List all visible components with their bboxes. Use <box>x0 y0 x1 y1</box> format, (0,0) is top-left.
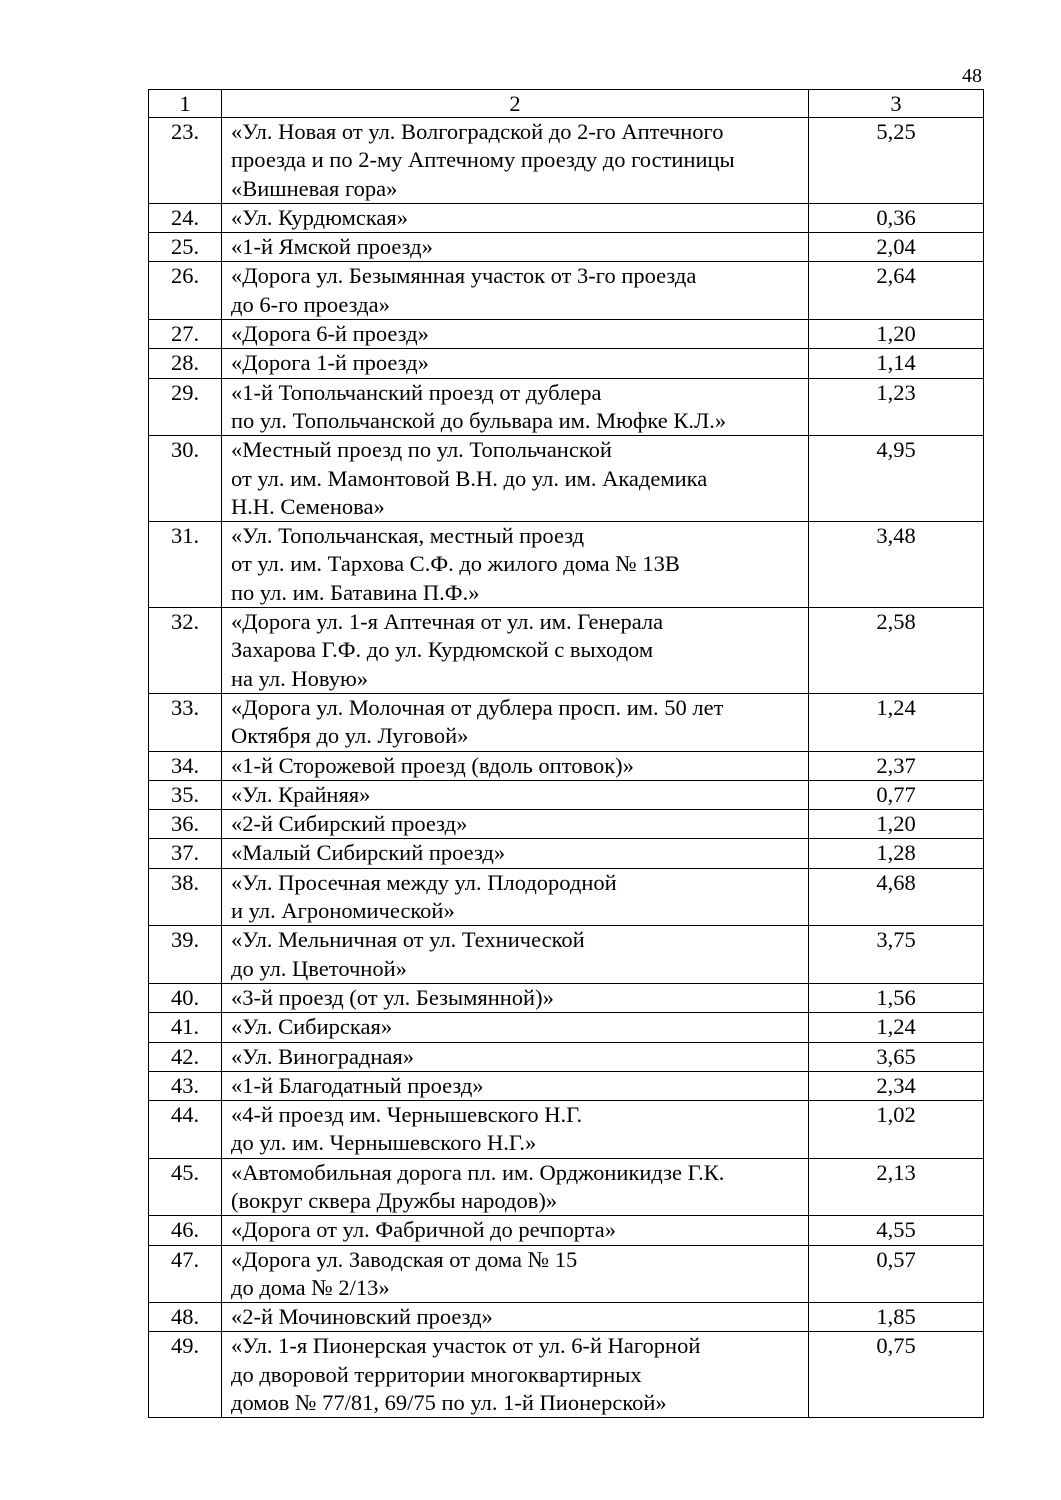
road-name-line: по ул. Топольчанской до бульвара им. Мюфке К.Л.» <box>231 407 727 433</box>
road-name-line: от ул. им. Мамонтовой В.Н. до ул. им. Академика <box>231 465 708 491</box>
road-name <box>222 751 809 780</box>
row-number: 39. <box>149 926 222 984</box>
road-name <box>222 522 809 608</box>
road-name-line: «Ул. Просечная между ул. Плодородной <box>231 869 617 895</box>
table-row <box>149 868 984 926</box>
road-name-line: «Местный проезд по ул. Топольчанской <box>231 437 612 463</box>
row-number: 44. <box>149 1101 222 1159</box>
road-name <box>222 1158 809 1216</box>
road-name-line: «2-й Мочиновский проезд» <box>231 1304 493 1330</box>
table-row <box>149 751 984 780</box>
row-number: 47. <box>149 1245 222 1303</box>
road-name-line: «Ул. Крайняя» <box>231 781 371 807</box>
row-number: 41. <box>149 1013 222 1042</box>
row-number: 28. <box>149 349 222 378</box>
road-name-line: Захарова Г.Ф. до ул. Курдюмской с выходом <box>231 637 654 663</box>
road-length-value: 0,57 <box>809 1245 984 1303</box>
table-row <box>149 983 984 1012</box>
road-name-line: Октября до ул. Луговой» <box>231 723 469 749</box>
road-length-value: 2,34 <box>809 1071 984 1100</box>
table-row <box>149 203 984 232</box>
road-name <box>222 839 809 868</box>
road-name-line: «Ул. Курдюмская» <box>231 204 409 230</box>
road-name <box>222 1303 809 1332</box>
road-length-value: 1,20 <box>809 320 984 349</box>
road-name <box>222 233 809 262</box>
row-number: 43. <box>149 1071 222 1100</box>
table-body <box>149 90 984 1418</box>
road-length-value: 2,13 <box>809 1158 984 1216</box>
road-name-line: (вокруг сквера Дружбы народов)» <box>231 1187 558 1213</box>
road-name-line: «Автомобильная дорога пл. им. Орджоникидзе Г.К. <box>231 1159 725 1185</box>
road-name-line: «Ул. 1-я Пионерская участок от ул. 6-й Нагорной <box>231 1333 701 1359</box>
table-row <box>149 926 984 984</box>
row-number: 42. <box>149 1042 222 1071</box>
road-name-line: до дома № 2/13» <box>231 1274 390 1300</box>
table-row <box>149 1303 984 1332</box>
road-name-line: «Дорога ул. Безымянная участок от 3-го проезда <box>231 263 697 289</box>
road-name-line: «3-й проезд (от ул. Безымянной)» <box>231 984 554 1010</box>
table-row <box>149 1332 984 1418</box>
table-row <box>149 1071 984 1100</box>
row-number: 23. <box>149 118 222 204</box>
road-name <box>222 1216 809 1245</box>
page-number: 48 <box>962 65 982 87</box>
road-name-line: «1-й Сторожевой проезд (вдоль оптовок)» <box>231 752 634 778</box>
road-name <box>222 780 809 809</box>
road-length-value: 4,68 <box>809 868 984 926</box>
road-name <box>222 926 809 984</box>
row-number: 45. <box>149 1158 222 1216</box>
road-name <box>222 262 809 320</box>
road-name <box>222 983 809 1012</box>
table-row <box>149 320 984 349</box>
table-row <box>149 233 984 262</box>
table-row <box>149 608 984 694</box>
road-name-line: на ул. Новую» <box>231 665 369 691</box>
road-name-line: «4-й проезд им. Чернышевского Н.Г. <box>231 1102 583 1128</box>
road-name <box>222 1013 809 1042</box>
road-length-value: 1,56 <box>809 983 984 1012</box>
row-number: 46. <box>149 1216 222 1245</box>
road-length-value: 2,58 <box>809 608 984 694</box>
table-row <box>149 1158 984 1216</box>
road-name <box>222 1042 809 1071</box>
table-row <box>149 693 984 751</box>
table-row <box>149 436 984 522</box>
row-number: 35. <box>149 780 222 809</box>
header-cell-3: 3 <box>809 90 984 118</box>
road-name-line: «Дорога ул. 1-я Аптечная от ул. им. Генерала <box>231 609 664 635</box>
row-number: 37. <box>149 839 222 868</box>
road-length-value: 2,64 <box>809 262 984 320</box>
road-length-value: 3,65 <box>809 1042 984 1071</box>
table-row <box>149 1042 984 1071</box>
road-name-line: «Ул. Виноградная» <box>231 1043 414 1069</box>
road-name <box>222 203 809 232</box>
road-length-value: 0,36 <box>809 203 984 232</box>
table-row <box>149 378 984 436</box>
road-name-line: «Дорога 6-й проезд» <box>231 321 429 347</box>
road-name-line: «Ул. Сибирская» <box>231 1014 393 1040</box>
row-number: 33. <box>149 693 222 751</box>
road-name-line: «2-й Сибирский проезд» <box>231 811 468 837</box>
road-length-value: 1,23 <box>809 378 984 436</box>
row-number: 30. <box>149 436 222 522</box>
road-length-value: 0,77 <box>809 780 984 809</box>
road-name <box>222 1101 809 1159</box>
road-length-value: 4,95 <box>809 436 984 522</box>
road-name-line: до дворовой территории многоквартирных <box>231 1361 642 1387</box>
row-number: 38. <box>149 868 222 926</box>
table-row <box>149 1013 984 1042</box>
road-length-value: 2,37 <box>809 751 984 780</box>
road-name-line: домов № 77/81, 69/75 по ул. 1-й Пионерской» <box>231 1390 667 1416</box>
road-name-line: проезда и по 2-му Аптечному проезду до гостиницы <box>231 147 735 173</box>
road-length-value: 4,55 <box>809 1216 984 1245</box>
row-number: 36. <box>149 810 222 839</box>
road-name-line: «Дорога ул. Заводская от дома № 15 <box>231 1246 578 1272</box>
road-name <box>222 118 809 204</box>
road-name-line: по ул. им. Батавина П.Ф.» <box>231 579 480 605</box>
row-number: 27. <box>149 320 222 349</box>
table-row <box>149 262 984 320</box>
road-name-line: «1-й Ямской проезд» <box>231 234 433 260</box>
road-name-line: «Ул. Топольчанская, местный проезд <box>231 523 585 549</box>
road-length-value: 1,24 <box>809 693 984 751</box>
road-name <box>222 349 809 378</box>
road-name-line: «1-й Благодатный проезд» <box>231 1072 484 1098</box>
road-name-line: Н.Н. Семенова» <box>231 493 385 519</box>
road-name-line: «1-й Топольчанский проезд от дублера <box>231 379 602 405</box>
road-name-line: от ул. им. Тархова С.Ф. до жилого дома № 13В <box>231 551 680 577</box>
row-number: 24. <box>149 203 222 232</box>
road-length-value: 1,20 <box>809 810 984 839</box>
table-header-row <box>149 90 984 118</box>
road-name <box>222 693 809 751</box>
road-length-value: 0,75 <box>809 1332 984 1418</box>
table-row <box>149 810 984 839</box>
header-cell-1: 1 <box>149 90 222 118</box>
table-row <box>149 522 984 608</box>
table-row <box>149 1216 984 1245</box>
road-name-line: и ул. Агрономической» <box>231 898 455 924</box>
road-name <box>222 868 809 926</box>
road-name-line: «Вишневая гора» <box>231 175 398 201</box>
road-name <box>222 436 809 522</box>
row-number: 40. <box>149 983 222 1012</box>
road-name <box>222 1332 809 1418</box>
road-name-line: до 6-го проезда» <box>231 291 390 317</box>
road-name-line: «Малый Сибирский проезд» <box>231 840 506 866</box>
table-row <box>149 118 984 204</box>
road-length-value: 1,85 <box>809 1303 984 1332</box>
road-length-value: 2,04 <box>809 233 984 262</box>
road-name-line: «Дорога 1-й проезд» <box>231 350 429 376</box>
road-name-line: до ул. Цветочной» <box>231 955 407 981</box>
road-length-value: 1,24 <box>809 1013 984 1042</box>
road-name <box>222 1245 809 1303</box>
road-name <box>222 1071 809 1100</box>
road-length-value: 5,25 <box>809 118 984 204</box>
roads-table <box>148 89 984 1418</box>
row-number: 34. <box>149 751 222 780</box>
road-name <box>222 378 809 436</box>
road-length-value: 1,28 <box>809 839 984 868</box>
row-number: 29. <box>149 378 222 436</box>
row-number: 32. <box>149 608 222 694</box>
road-name-line: «Ул. Мельничная от ул. Технической <box>231 927 585 953</box>
road-name <box>222 608 809 694</box>
row-number: 26. <box>149 262 222 320</box>
table-row <box>149 349 984 378</box>
road-length-value: 1,14 <box>809 349 984 378</box>
road-name-line: «Дорога ул. Молочная от дублера просп. им. 50 лет <box>231 694 724 720</box>
row-number: 48. <box>149 1303 222 1332</box>
road-length-value: 3,75 <box>809 926 984 984</box>
road-name-line: «Дорога от ул. Фабричной до речпорта» <box>231 1217 617 1243</box>
road-name-line: до ул. им. Чернышевского Н.Г.» <box>231 1130 537 1156</box>
table-row <box>149 1101 984 1159</box>
road-name <box>222 810 809 839</box>
road-length-value: 1,02 <box>809 1101 984 1159</box>
table-row <box>149 780 984 809</box>
row-number: 49. <box>149 1332 222 1418</box>
table-row <box>149 839 984 868</box>
road-length-value: 3,48 <box>809 522 984 608</box>
table-row <box>149 1245 984 1303</box>
road-name <box>222 320 809 349</box>
row-number: 31. <box>149 522 222 608</box>
row-number: 25. <box>149 233 222 262</box>
road-name-line: «Ул. Новая от ул. Волгоградской до 2-го Аптечного <box>231 119 724 144</box>
header-cell-2: 2 <box>222 90 809 118</box>
